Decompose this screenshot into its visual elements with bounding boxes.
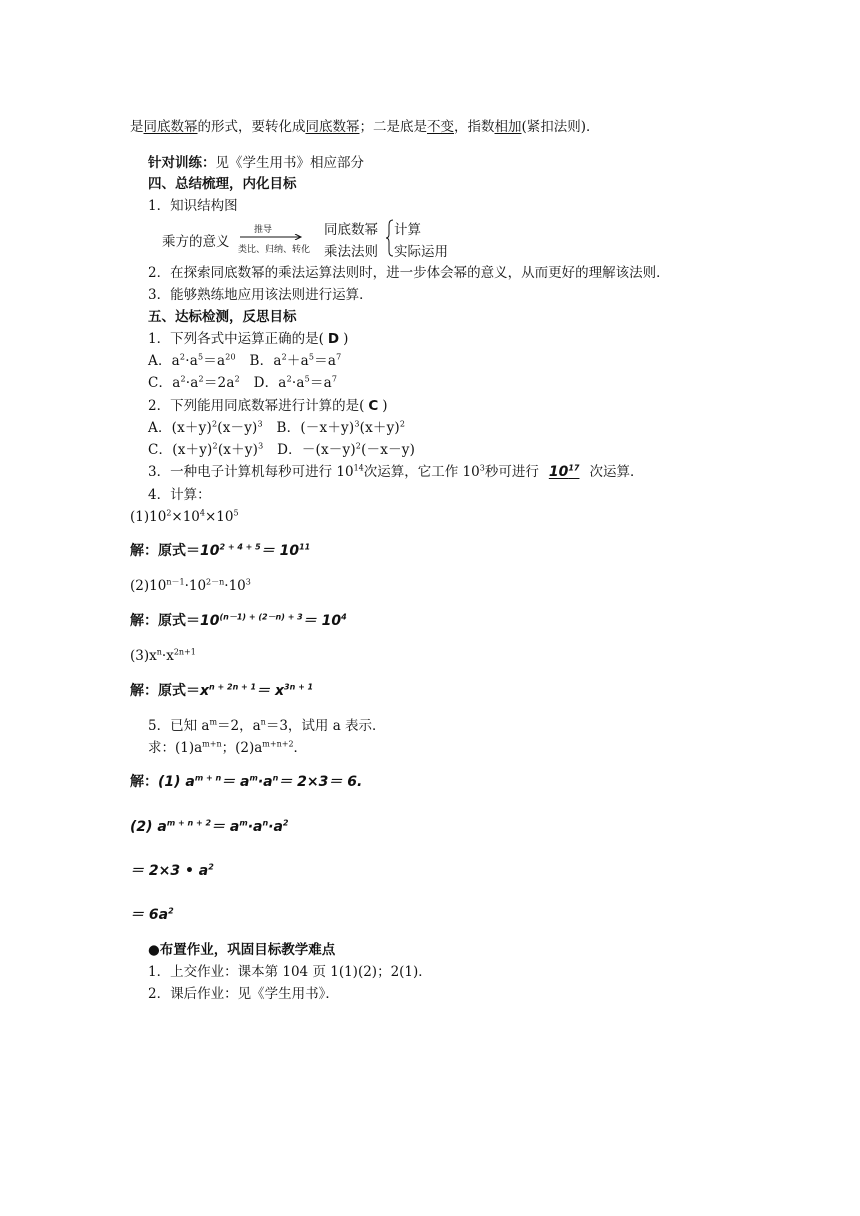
underlined-term: 不变 [427,119,454,135]
text-fragment: (紧扣法则)． [521,119,600,135]
diagram-arrow-bottom-label: 类比、归纳、转化 [238,245,311,255]
text-fragment: ． [293,740,308,756]
diagram-arrow [240,234,304,240]
diagram-left-label: 乘方的意义 [162,234,230,250]
text-fragment: 次运算，它工作 10 [363,464,480,480]
question-4: 4．计算： [148,487,211,503]
solution-label: 解：原式＝ [130,543,200,559]
text-fragment: ＝3，试用 a 表示． [265,718,386,734]
brace-icon [386,219,394,257]
question-paren: ) [343,331,349,347]
diagram-right-bottom: 实际运用 [394,244,448,260]
text-fragment: 的形式，要转化成 [197,119,306,135]
section-4-item-3: 3．能够熟练地应用该法则进行运算． [148,287,373,303]
solution-label: 解：原式＝ [130,613,200,629]
q5-solution-line-4: ＝ $6a^2$ [130,906,174,923]
q5-solution-line-1: 解：(1) $a^{m + n}= a^m\cdot a^n= 2\times 3= 6$. [130,773,363,790]
q4-part-1-solution: 解：原式$=10^{2 + 4 + 5}= 10^{11}$ [130,542,311,559]
text-fragment: 次运算． [589,464,644,480]
text-fragment: 求：(1)a [148,740,203,756]
q4-part-2: $(2)10^{n-1}\cdot 10^{2-n}\cdot 10^3$ [130,577,251,594]
q2-options-ab: A．$(x+y)^2(x-y)^3$ B．$(-x+y)^3(x+y)^2$ [148,419,406,436]
text-fragment: 是 [130,119,144,135]
text-fragment: ；(2)a [221,740,263,756]
underlined-term: 相加 [494,119,522,135]
question-answer: C [368,398,379,414]
knowledge-structure-diagram [148,218,468,260]
question-5: 5．已知 $a^m=2$，$a^n=3$，试用 a 表示． [148,717,386,734]
diagram-right-top: 计算 [394,222,421,238]
q3-answer-blank [539,464,590,480]
diagram-mid-bottom: 乘法法则 [324,244,378,260]
text-fragment: ＝ 2×3＝ 6. [278,774,363,790]
diagram-mid-top: 同底数幂 [324,222,378,238]
q2-options-cd: C．$(x+y)^2(x+y)^3$ D．$-(x-y)^2(-x-y)$ [148,441,416,458]
section-4-item-2: 2．在探索同底数幂的乘法运算法则时，进一步体会幂的意义，从而更好的理解该法则． [148,265,670,281]
practice-label: 针对训练： [148,155,216,171]
text-fragment: 秒可进行 [484,464,539,480]
text-fragment: ＝ 6a [130,907,169,923]
q1-options-ab: A．$a^2\cdot a^5=a^{20}$ B．$a^2+a^5=a^7$ [148,352,342,369]
question-3 [148,463,643,481]
text-fragment: ，指数 [454,119,495,135]
underlined-term: 同底数幂 [143,119,198,135]
question-paren: ) [382,398,388,414]
q4-part-3: $(3)x^n\cdot x^{2n+1}$ [130,647,196,664]
exponent: 14 [353,463,364,473]
text-fragment: 5．已知 a [148,718,210,734]
q1-options-cd: C．$a^2\cdot a^2=2a^2$ D．$a^2\cdot a^5=a^7$ [148,374,338,391]
text-fragment: ；二是底是 [359,119,427,135]
homework-item-2: 2．课后作业：见《学生用书》． [148,986,339,1002]
text-fragment: ＝ a [211,819,240,835]
q4-part-1: $(1)10^2\times 10^4\times 10^5$ [130,508,239,525]
question-5-ask: 求：$(1)a^{m+n}$；$(2)a^{m+n+2}$． [148,739,308,756]
solution-label: 解： [130,774,158,790]
question-2 [148,397,388,415]
question-stem: 2．下列能用同底数幂进行计算的是( [148,398,365,414]
section-4-heading: 四、总结梳理，内化目标 [148,176,297,192]
section-4-item-1: 1．知识结构图 [148,198,238,214]
answer-base: 10 [548,464,569,480]
q4-part-2-solution: 解：原式$=10^{(n-1) + (2-n) + 3}= 10^4$ [130,612,347,629]
practice-note [148,154,364,172]
text-fragment: ＝ 2×3 • a [130,863,209,879]
exponent: 3 [479,463,485,473]
text-fragment: ＝ a [221,774,250,790]
answer-exponent: 17 [568,463,580,473]
q5-solution-line-2: (2) $a^{m + n + 2}= a^m\cdot a^n\cdot a^2$ [130,818,289,835]
q5-solution-line-3: ＝ 2×3 • $a^2$ [130,862,214,879]
text-fragment: 3．一种电子计算机每秒可进行 10 [148,464,354,480]
homework-heading: ●布置作业，巩固目标教学难点 [148,942,336,958]
question-stem: 1．下列各式中运算正确的是( [148,331,324,347]
diagram-arrow-top-label: 推导 [254,225,273,235]
question-1 [148,330,348,348]
section-5-heading: 五、达标检测，反思目标 [148,309,297,325]
summary-sentence [130,118,600,136]
text-fragment: ＝2，a [217,718,261,734]
practice-text: 见《学生用书》相应部分 [215,155,364,171]
solution-label: 解：原式＝ [130,683,200,699]
underlined-term: 同底数幂 [305,119,360,135]
homework-item-1: 1．上交作业：课本第 104 页 1(1)(2)；2(1)． [148,964,432,980]
question-answer: D [327,331,340,347]
q4-part-3-solution: 解：原式$=x^{n + 2n + 1}= x^{3n + 1}$ [130,682,314,699]
